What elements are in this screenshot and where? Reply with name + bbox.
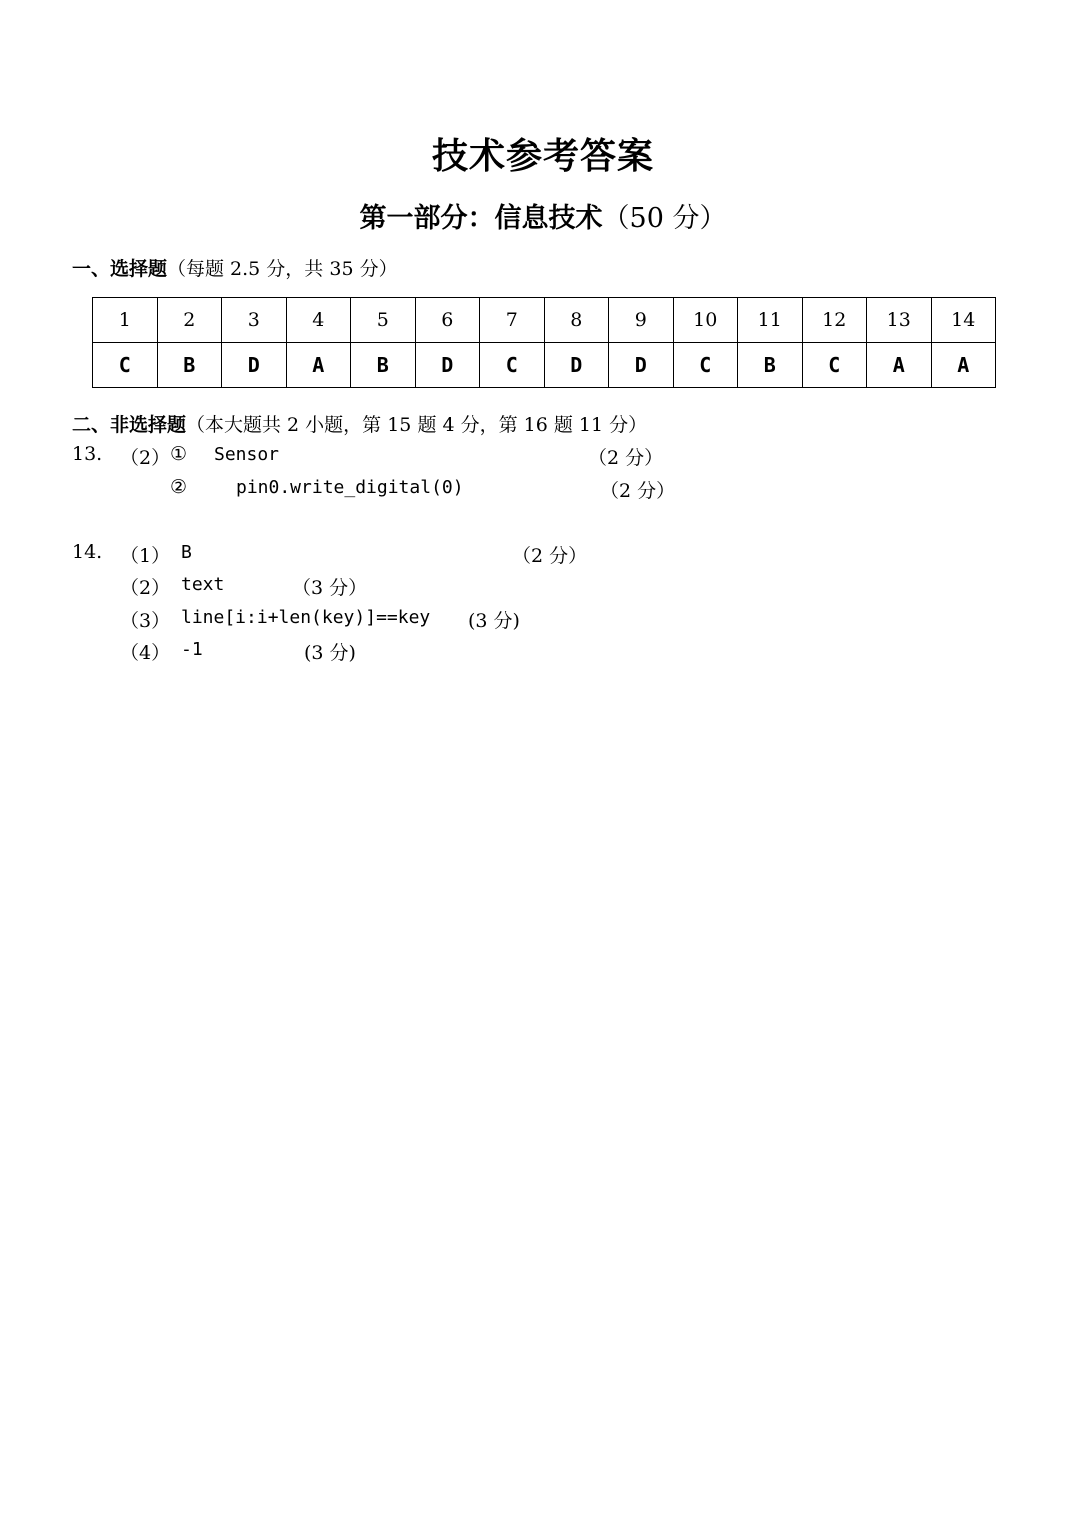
answer-cell: D bbox=[222, 343, 287, 388]
q14-part3-answer: line[i:i+len(key)]==key bbox=[181, 607, 431, 628]
q14-part4-label: （4） bbox=[120, 642, 171, 664]
q13-part-label: （2） bbox=[120, 447, 171, 469]
answer-table-number-row bbox=[93, 298, 996, 343]
answer-cell: A bbox=[867, 343, 932, 388]
question-number: 9 bbox=[609, 298, 674, 343]
answer-cell: B bbox=[351, 343, 416, 388]
section-open-heading bbox=[72, 410, 647, 437]
q14-part4-answer: -1 bbox=[181, 639, 203, 660]
section-choice-title: 一、选择题 bbox=[72, 258, 168, 280]
q13-score-1: （2 分） bbox=[588, 447, 664, 469]
question-number: 1 bbox=[93, 298, 158, 343]
answer-cell: C bbox=[480, 343, 545, 388]
q13-answer-1: Sensor bbox=[214, 444, 280, 465]
question-number: 10 bbox=[673, 298, 738, 343]
answer-cell: C bbox=[673, 343, 738, 388]
section-choice-note: （每题 2.5 分，共 35 分） bbox=[167, 258, 398, 280]
section-open-note: （本大题共 2 小题，第 15 题 4 分，第 16 题 11 分） bbox=[186, 414, 648, 436]
page-title: 技术参考答案 bbox=[431, 136, 654, 177]
question-number: 13 bbox=[867, 298, 932, 343]
answer-cell: B bbox=[157, 343, 222, 388]
question-number: 3 bbox=[222, 298, 287, 343]
part-title bbox=[0, 196, 1086, 235]
question-number: 5 bbox=[351, 298, 416, 343]
question-number: 7 bbox=[480, 298, 545, 343]
q13-answer-2: pin0.write_digital(0) bbox=[236, 477, 464, 498]
q14-part2-label: （2） bbox=[120, 577, 171, 599]
answer-cell: D bbox=[544, 343, 609, 388]
q14-number: 14. bbox=[72, 541, 103, 563]
answer-cell: C bbox=[93, 343, 158, 388]
answer-cell: A bbox=[931, 343, 996, 388]
q14-part1-answer: B bbox=[181, 542, 192, 563]
answer-cell: A bbox=[286, 343, 351, 388]
question-number: 14 bbox=[931, 298, 996, 343]
question-number: 8 bbox=[544, 298, 609, 343]
q13-mark-1: ① bbox=[170, 443, 188, 465]
q14-part1-label: （1） bbox=[120, 545, 171, 567]
q13-score-2: （2 分） bbox=[600, 480, 676, 502]
q14-part1-score: （2 分） bbox=[512, 545, 588, 567]
question-number: 2 bbox=[157, 298, 222, 343]
section-open-title: 二、非选择题 bbox=[72, 414, 187, 436]
question-number: 6 bbox=[415, 298, 480, 343]
q14-part3-label: （3） bbox=[120, 610, 171, 632]
answer-cell: D bbox=[415, 343, 480, 388]
question-number: 11 bbox=[738, 298, 803, 343]
question-number: 4 bbox=[286, 298, 351, 343]
answer-cell: D bbox=[609, 343, 674, 388]
section-choice-heading bbox=[72, 254, 398, 281]
answer-table-answer-row bbox=[93, 343, 996, 388]
q14-part2-answer: text bbox=[181, 574, 225, 595]
part-title-score: （50 分） bbox=[602, 203, 727, 234]
answer-table bbox=[92, 297, 996, 388]
question-number: 12 bbox=[802, 298, 867, 343]
q14-part4-score: (3 分) bbox=[304, 642, 356, 664]
q13-mark-2: ② bbox=[170, 476, 188, 498]
part-title-main: 第一部分：信息技术 bbox=[359, 203, 603, 234]
q14-part3-score: (3 分) bbox=[468, 610, 520, 632]
q13-number: 13. bbox=[72, 443, 103, 465]
answer-cell: B bbox=[738, 343, 803, 388]
answer-cell: C bbox=[802, 343, 867, 388]
q14-part2-score: （3 分） bbox=[292, 577, 368, 599]
